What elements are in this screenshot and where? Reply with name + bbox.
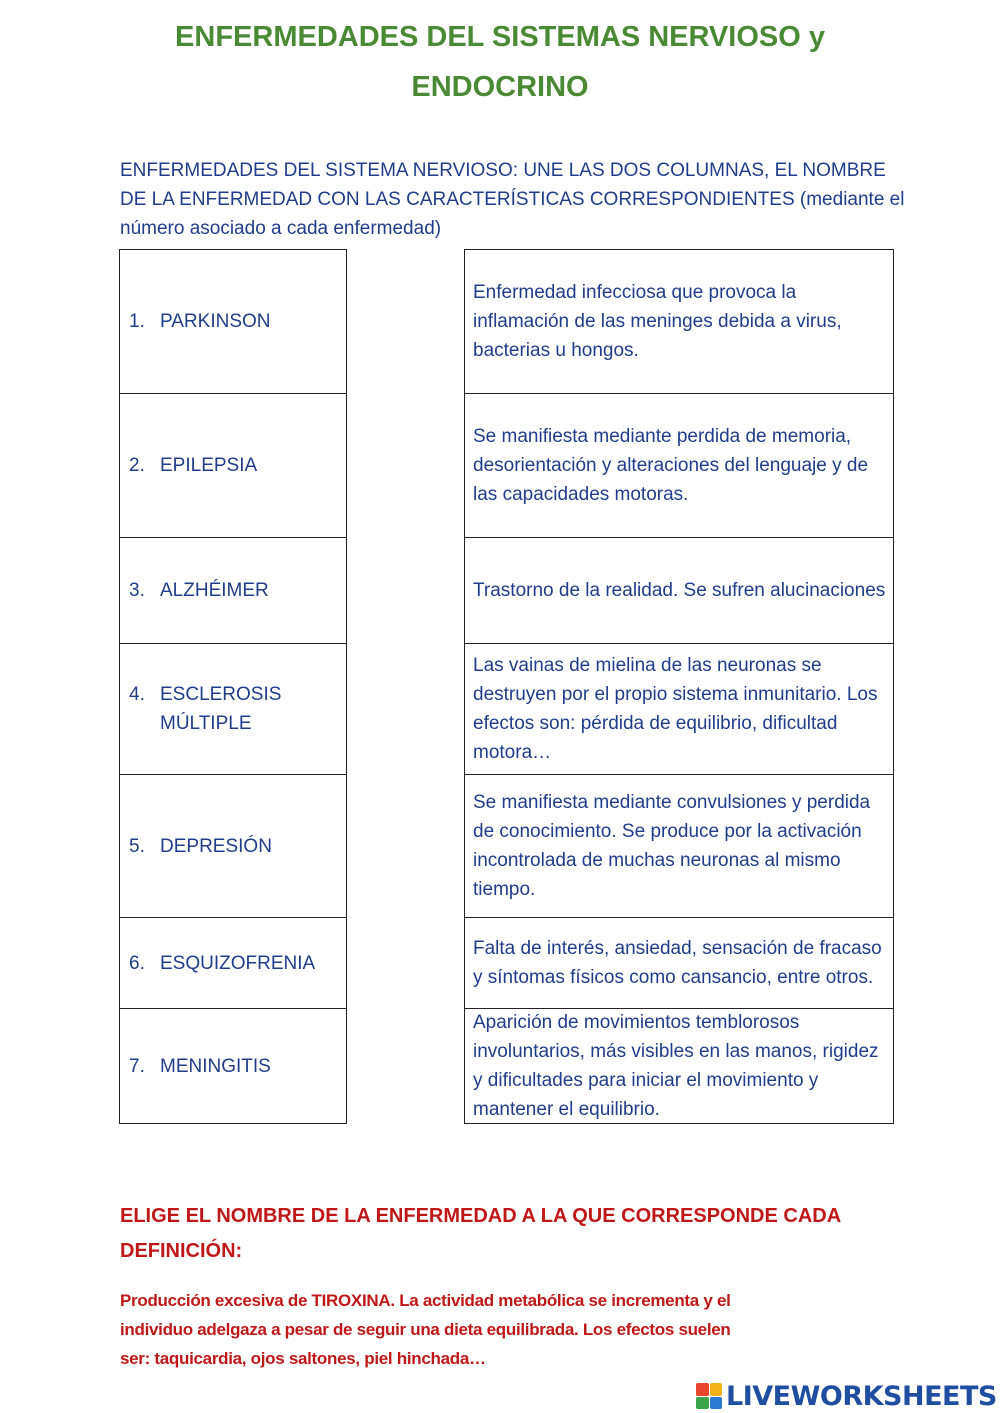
disease-name: DEPRESIÓN bbox=[160, 835, 272, 857]
disease-name: PARKINSON bbox=[160, 311, 271, 332]
instructions-text: ENFERMEDADES DEL SISTEMA NERVIOSO: UNE LAS DOS COLUMNAS, EL NOMBRE DE LA ENFERMEDAD CON LAS CARACTERÍSTICAS CORRESPONDIENTES (mediante el número asociado a cada enfermedad) bbox=[120, 160, 905, 239]
descriptions-column bbox=[464, 249, 894, 1124]
disease-names-column bbox=[119, 249, 347, 1124]
disease-cell[interactable] bbox=[120, 250, 346, 394]
logo-icon bbox=[696, 1383, 722, 1409]
liveworksheets-logo bbox=[696, 1380, 997, 1412]
definition-text: Producción excesiva de TIROXINA. La actividad metabólica se incrementa y el individuo adelgaza a pesar de seguir una dieta equilibrada. Los efectos suelen ser: taquicardia, ojos saltones, piel hinchada… bbox=[120, 1291, 731, 1368]
logo-square bbox=[696, 1383, 709, 1396]
logo-square bbox=[710, 1383, 723, 1396]
disease-cell[interactable] bbox=[120, 394, 346, 538]
title-line-2: ENDOCRINO bbox=[411, 71, 589, 103]
disease-name: EPILEPSIA bbox=[160, 455, 258, 476]
page-title bbox=[0, 12, 1000, 112]
disease-number: 2. bbox=[129, 455, 145, 476]
disease-number: 3. bbox=[129, 580, 145, 601]
disease-number: 4. bbox=[129, 684, 145, 705]
description-text: Las vainas de mielina de las neuronas se destruyen por el propio sistema inmunitario. Los efectos son: pérdida de equilibrio, dificultad motora… bbox=[473, 655, 878, 763]
disease-name: ALZHÉIMER bbox=[160, 580, 269, 601]
description-cell[interactable] bbox=[465, 250, 893, 394]
disease-number: 5. bbox=[129, 835, 145, 857]
description-text: Falta de interés, ansiedad, sensación de fracaso y síntomas físicos como cansancio, entre otros. bbox=[473, 938, 882, 988]
description-text: Enfermedad infecciosa que provoca la inflamación de las meninges debida a virus, bacterias u hongos. bbox=[473, 282, 842, 361]
disease-number: 7. bbox=[129, 1055, 145, 1077]
disease-cell[interactable] bbox=[120, 538, 346, 644]
disease-cell[interactable] bbox=[120, 644, 346, 775]
disease-number: 1. bbox=[129, 311, 145, 332]
description-text: Se manifiesta mediante convulsiones y perdida de conocimiento. Se produce por la activación incontrolada de muchas neuronas al mismo tiempo. bbox=[473, 792, 871, 900]
disease-name: MENINGITIS bbox=[160, 1055, 271, 1077]
section-heading: ELIGE EL NOMBRE DE LA ENFERMEDAD A LA QUE CORRESPONDE CADA DEFINICIÓN: bbox=[120, 1205, 841, 1262]
disease-cell[interactable] bbox=[120, 775, 346, 918]
description-text: Aparición de movimientos temblorosos involuntarios, más visibles en las manos, rigidez y dificultades para iniciar el movimiento y mantener el equilibrio. bbox=[473, 1012, 879, 1120]
title-line-1: ENFERMEDADES DEL SISTEMAS NERVIOSO y bbox=[175, 21, 825, 53]
description-cell[interactable] bbox=[465, 1009, 893, 1124]
disease-cell[interactable] bbox=[120, 1009, 346, 1124]
disease-cell[interactable] bbox=[120, 918, 346, 1009]
disease-number: 6. bbox=[129, 952, 145, 974]
description-cell[interactable] bbox=[465, 394, 893, 538]
description-text: Trastorno de la realidad. Se sufren alucinaciones bbox=[473, 580, 886, 601]
description-cell[interactable] bbox=[465, 775, 893, 918]
description-text: Se manifiesta mediante perdida de memoria, desorientación y alteraciones del lenguaje y de las capacidades motoras. bbox=[473, 426, 869, 505]
logo-square bbox=[710, 1397, 723, 1410]
description-cell[interactable] bbox=[465, 644, 893, 775]
disease-name: ESQUIZOFRENIA bbox=[160, 952, 316, 974]
description-cell[interactable] bbox=[465, 538, 893, 644]
disease-name: ESCLEROSIS MÚLTIPLE bbox=[160, 684, 282, 734]
logo-text: LIVEWORKSHEETS bbox=[726, 1380, 997, 1412]
logo-square bbox=[696, 1397, 709, 1410]
description-cell[interactable] bbox=[465, 918, 893, 1009]
